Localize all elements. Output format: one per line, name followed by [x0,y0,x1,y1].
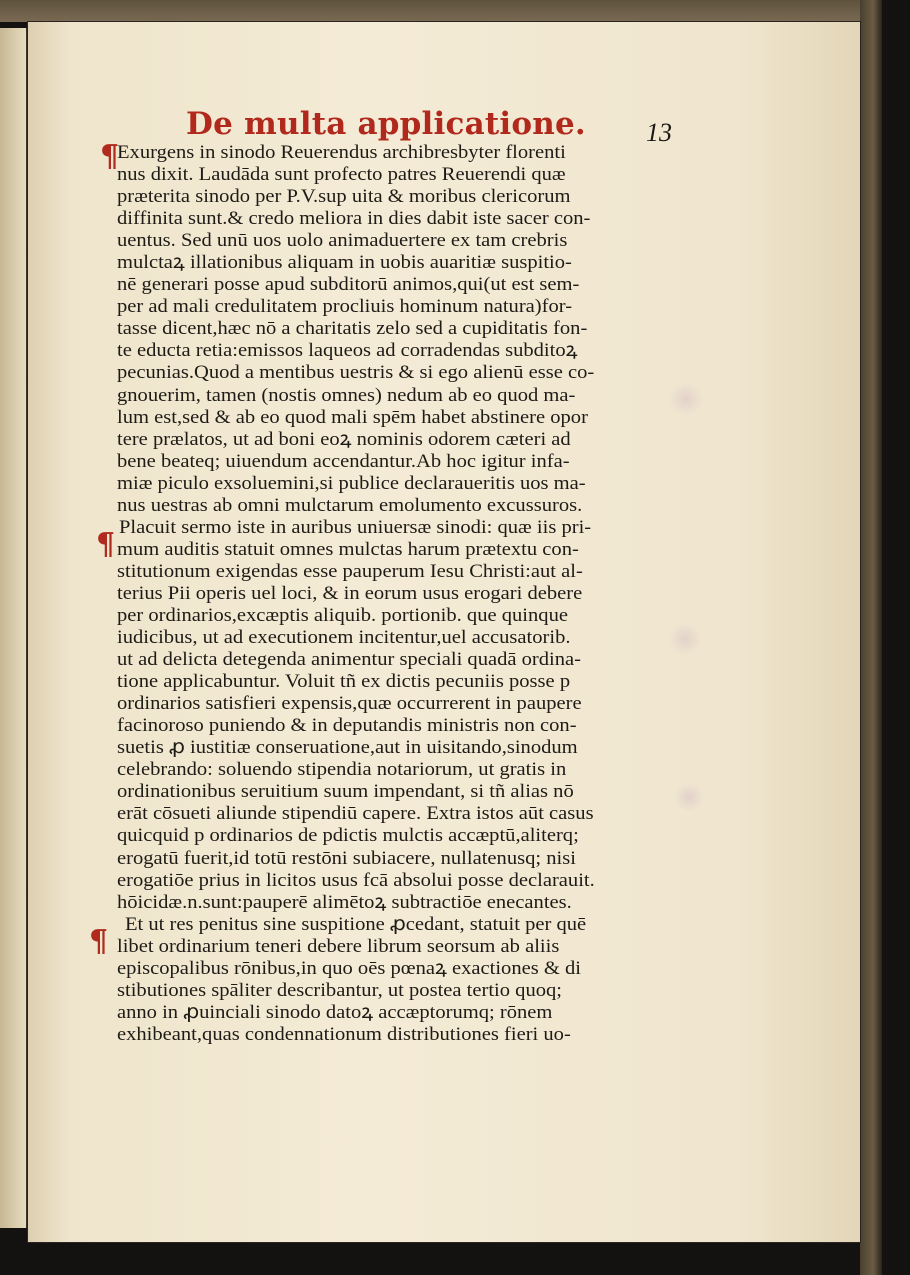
text-line-content: bene beateq; uiuendum accendantur.Ab hoc igitur infa- [117,450,570,472]
text-line-content: Placuit sermo iste in auribus uniuersæ sinodi: quæ iis pri- [119,516,592,538]
text-line-content: erogatū fuerit,id totū restōni subiacere, nullatenusq; nisi [117,847,576,869]
text-line-content: Et ut res penitus sine suspitione ꝓcedant, statuit per quē [125,913,587,935]
binding-right-edge [860,0,882,1275]
folio-number: 13 [646,118,672,147]
text-line [117,495,677,517]
text-line [117,1002,677,1024]
text-line [117,429,677,451]
text-line-content: lum est,sed & ab eo quod mali spēm habet abstinere opor [117,406,588,428]
text-line-content: terius Pii operis uel loci, & in eorum usus erogari debere [117,582,583,604]
text-line [117,407,677,429]
text-line [117,803,677,825]
text-line-content: te educta retia:emissos laqueos ad corradendas subditoꝝ [117,340,578,362]
text-line-content: per ad mali credulitatem procliuis hominum natura)for- [117,296,573,318]
text-line [117,385,677,407]
text-line-content: nus uestras ab omni mulctarum emolumento excussuros. [117,494,583,516]
text-line-content: miæ piculo exsoluemini,si publice declaraueritis uos ma- [117,472,586,494]
text-line-content: ordinarios satisfieri expensis,quæ occurrerent in paupere [117,693,582,715]
text-line [117,605,677,627]
text-line [117,252,677,274]
pilcrow-icon: ¶ [96,527,116,562]
text-line-content: gnouerim, tamen (nostis omnes) nedum ab eo quod ma- [117,384,576,406]
text-line [117,649,677,671]
text-line [117,517,677,539]
text-line-content: pecunias.Quod a mentibus uestris & si ego alienū esse co- [117,362,595,384]
text-line-content: stitutionum exigendas esse pauperum Iesu Christi:aut al- [117,560,583,582]
text-line [117,848,677,870]
text-line [117,473,677,495]
text-line [117,671,677,693]
text-line-content: anno in ꝓuinciali sinodo datoꝝ accæptorumq; rōnem [117,1001,553,1023]
text-line-content: episcopalibus rōnibus,in quo oēs pœnaꝝ exactiones & di [117,957,581,979]
text-line [117,561,677,583]
text-line-content: hōicidæ.n.sunt:pauperē alimētoꝝ subtractiōe enecantes. [117,891,572,913]
text-line-content: tione applicabuntur. Voluit tñ ex dictis pecuniis posse p [117,671,571,693]
text-line [117,208,677,230]
text-line [117,164,677,186]
text-line-content: mum auditis statuit omnes mulctas harum prætextu con- [117,538,579,560]
text-line-content: ordinationibus seruitium suum impendant, si tñ alias nō [117,781,574,803]
text-line [117,737,677,759]
facing-page-edge [0,28,26,1228]
text-line-content: facinoroso puniendo & in deputandis ministris non con- [117,715,577,737]
text-line-content: suetis ꝓ iustitiæ conseruatione,aut in uisitando,sinodum [117,737,578,759]
text-line-content: exhibeant,quas condennationum distributiones fieri uo- [117,1023,571,1045]
binding-top-edge [0,0,880,22]
text-line-content: erāt cōsueti aliunde stipendiū capere. Extra istos aūt casus [117,803,594,825]
text-line [117,186,677,208]
text-line [117,958,677,980]
text-line [117,451,677,473]
text-line-content: ut ad delicta detegenda animentur speciali quadā ordina- [117,649,581,671]
text-line-content: præterita sinodo per P.V.sup uita & moribus clericorum [117,186,571,208]
text-line-content: celebrando: soluendo stipendia notariorum, ut gratis in [117,759,567,781]
text-line [117,274,677,296]
text-line-content: nē generari posse apud subditorū animos,qui(ut est sem- [117,274,580,296]
text-line [117,627,677,649]
text-line-content: uentus. Sed unū uos uolo animaduertere ex tam crebris [117,230,568,252]
text-line [117,781,677,803]
text-line [117,892,677,914]
text-line-content: mulctaꝝ illationibus aliquam in uobis auaritiæ suspitio- [117,252,572,274]
text-line [117,1024,677,1046]
text-line-content: erogatiōe prius in licitos usus fcā absolui posse declarauit. [117,869,595,891]
text-line [117,230,677,252]
text-line-content: tere prælatos, ut ad boni eoꝝ nominis odorem cæteri ad [117,428,571,450]
text-line-content: per ordinarios,excæptis aliquib. portionib. que quinque [117,604,568,626]
text-line [117,362,677,384]
text-line-content: stibutiones spāliter describantur, ut postea tertio quoq; [117,979,563,1001]
text-line-content: tasse dicent,hæc nō a charitatis zelo sed a cupiditatis fon- [117,318,588,340]
text-line [117,936,677,958]
text-line [117,583,677,605]
text-line [117,539,677,561]
text-line [117,340,677,362]
pilcrow-icon: ¶ [100,139,120,174]
text-line-content: diffinita sunt.& credo meliora in dies dabit iste sacer con- [117,208,591,230]
text-line [117,142,677,164]
text-line-content: libet ordinarium teneri debere librum seorsum ab aliis [117,935,560,957]
text-line [117,914,677,936]
text-line [117,870,677,892]
text-line-content: nus dixit. Laudāda sunt profecto patres Reuerendi quæ [117,164,566,186]
body-text [117,142,677,1046]
text-line-content: iudicibus, ut ad executionem incitentur,uel accusatorib. [117,627,571,649]
page-heading: De multa applicatione. [186,106,586,142]
pilcrow-icon: ¶ [89,924,109,959]
text-line-content: Exurgens in sinodo Reuerendus archibresbyter florenti [117,142,566,163]
paper-stain [673,782,705,812]
text-line [117,296,677,318]
text-line [117,980,677,1002]
text-line [117,825,677,847]
text-line [117,715,677,737]
text-line-content: quicquid p ordinarios de pdictis mulctis accæptū,aliterq; [117,825,579,847]
text-line [117,759,677,781]
text-line [117,693,677,715]
text-line [117,318,677,340]
